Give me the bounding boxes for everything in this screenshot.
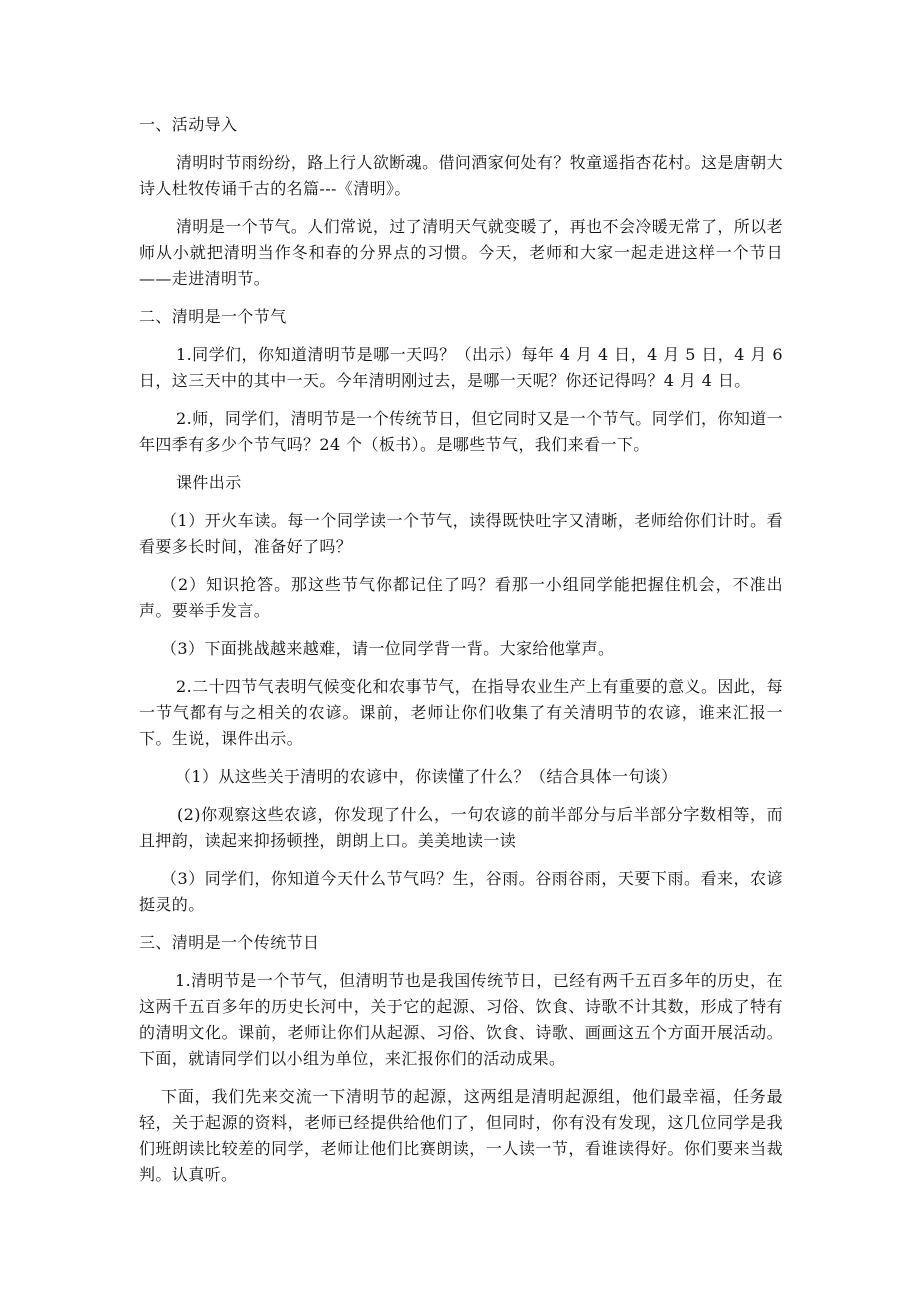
paragraph-traditional-festival: 1.清明节是一个节气，但清明节也是我国传统节日，已经有两千五百多年的历史，在这两千五百多年的历史长河中，关于它的起源、习俗、饮食、诗歌不计其数，形成了特有的清明文化。课前，老师让你们从起源、习俗、饮食、诗歌、画画这五个方面开展活动。下面，就请同学们以小组为单位，来汇报你们的活动成果。 [139, 971, 783, 1068]
list-item-proverb-meaning: （1）从这些关于清明的农谚中，你读懂了什么？（结合具体一句谈） [175, 767, 678, 786]
section-heading-1: 一、活动导入 [139, 115, 238, 134]
list-item-quiz: （2）知识抢答。那这些节气你都记住了吗？看那一小组同学能把握住机会，不准出声。要举手发言。 [139, 575, 783, 620]
document-body [139, 112, 783, 1188]
list-item-challenge: （3）下面挑战越来越难，请一位同学背一背。大家给他掌声。 [161, 639, 615, 658]
paragraph-date-question: 1.同学们，你知道清明节是哪一天吗？（出示）每年 4 月 4 日，4 月 5 日，4 月 6 日，这三天中的其中一天。今年清明刚过去，是哪一天呢？你还记得吗？4 月 4 日。 [139, 345, 783, 390]
paragraph-courseware: 课件出示 [176, 473, 242, 492]
paragraph-poem-intro: 清明时节雨纷纷，路上行人欲断魂。借问酒家何处有？牧童遥指杏花村。这是唐朝大诗人杜牧传诵千古的名篇---《清明》。 [139, 153, 783, 198]
list-item-train-reading: （1）开火车读。每一个同学读一个节气，读得既快吐字又清晰，老师给你们计时。看看要多长时间，准备好了吗？ [139, 511, 783, 556]
section-heading-2: 二、清明是一个节气 [139, 307, 287, 326]
list-item-proverb-pattern: (2)你观察这些农谚，你发现了什么，一句农谚的前半部分与后半部分字数相等，而且押韵，读起来抑扬顿挫，朗朗上口。美美地读一读 [139, 805, 783, 850]
paragraph-proverbs: 2.二十四节气表明气候变化和农事节气，在指导农业生产上有重要的意义。因此，每一节气都有与之相关的农谚。课前，老师让你们收集了有关清明节的农谚，谁来汇报一下。生说，课件出示。 [139, 677, 783, 748]
paragraph-24-terms: 2.师，同学们，清明节是一个传统节日，但它同时又是一个节气。同学们，你知道一年四季有多少个节气吗？24 个（板书）。是哪些节气，我们来看一下。 [139, 409, 783, 454]
paragraph-solar-term-intro: 清明是一个节气。人们常说，过了清明天气就变暖了，再也不会冷暖无常了，所以老师从小就把清明当作冬和春的分界点的习惯。今天，老师和大家一起走进这样一个节日——走进清明节。 [139, 217, 783, 288]
section-heading-3: 三、清明是一个传统节日 [139, 933, 320, 952]
paragraph-origin-group: 下面，我们先来交流一下清明节的起源，这两组是清明起源组，他们最幸福，任务最轻，关于起源的资料，老师已经提供给他们了，但同时，你有没有发现，这几位同学是我们班朗读比较差的同学，老师让他们比赛朗读，一人读一节，看谁读得好。你们要来当裁判。认真听。 [139, 1087, 783, 1184]
list-item-grain-rain: （3）同学们，你知道今天什么节气吗？生，谷雨。谷雨谷雨，天要下雨。看来，农谚挺灵的。 [139, 869, 783, 914]
